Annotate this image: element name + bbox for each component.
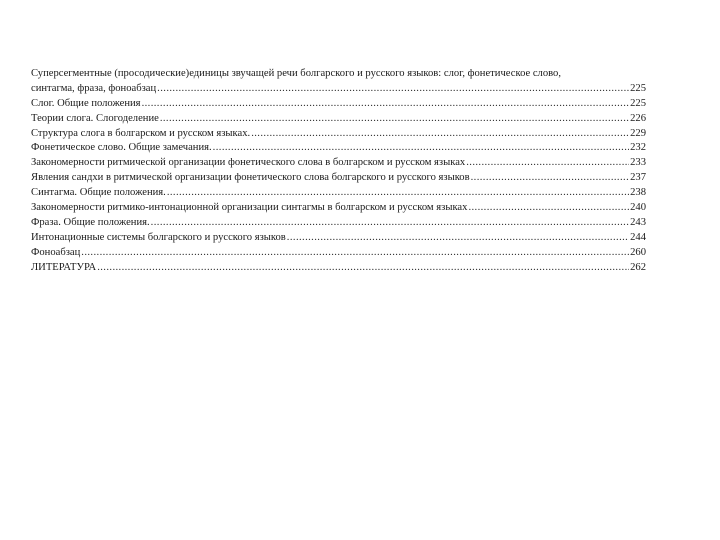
toc-entry-title: Явления сандхи в ритмической организации фонетического слова болгарского и русского языков bbox=[31, 172, 470, 184]
toc-entry bbox=[31, 231, 646, 246]
toc-entry bbox=[31, 186, 646, 201]
toc-section-heading: Суперсегментные (просодические)единицы звучащей речи болгарского и русского языков: слог, фонетическое слово, bbox=[31, 68, 562, 79]
toc-entry bbox=[31, 127, 646, 142]
toc-entry bbox=[31, 141, 646, 156]
toc-leader-dots bbox=[213, 141, 629, 156]
toc-entry-page: 260 bbox=[630, 246, 646, 258]
toc-leader-dots bbox=[167, 186, 629, 201]
toc-entry bbox=[31, 171, 646, 186]
toc-entry-page: 229 bbox=[630, 127, 646, 139]
toc-entry-title: Закономерности ритмической организации фонетического слова в болгарском и русском языках bbox=[31, 157, 466, 169]
toc-leader-dots bbox=[142, 97, 630, 112]
toc-entry-page: 226 bbox=[630, 112, 646, 124]
toc-entry-title: Фраза. Общие положения. bbox=[31, 216, 150, 228]
toc-entry-page: 233 bbox=[630, 157, 646, 169]
toc-leader-dots bbox=[287, 231, 629, 246]
toc-entry-title: Интонационные системы болгарского и русского языков bbox=[31, 231, 286, 243]
toc-leader-dots bbox=[81, 246, 629, 261]
toc-entry-title: Фоноабзац bbox=[31, 246, 81, 258]
toc-entry-title: Теории слога. Слогоделение bbox=[31, 112, 159, 124]
toc-leader-dots bbox=[160, 112, 629, 127]
toc-entry-page: 243 bbox=[630, 216, 646, 228]
toc-entry-title: Слог. Общие положения bbox=[31, 97, 141, 109]
table-of-contents bbox=[31, 67, 646, 275]
toc-entry-page: 225 bbox=[630, 82, 646, 94]
toc-entry-page: 225 bbox=[630, 97, 646, 109]
toc-leader-dots bbox=[251, 127, 629, 142]
toc-leader-dots bbox=[471, 171, 630, 186]
toc-entry-page: 262 bbox=[630, 261, 646, 273]
toc-entry bbox=[31, 201, 646, 216]
toc-entry-page: 240 bbox=[630, 202, 646, 214]
toc-entry bbox=[31, 97, 646, 112]
toc-entry bbox=[31, 261, 646, 276]
toc-entry-title: Фонетическое слово. Общие замечания. bbox=[31, 142, 212, 154]
toc-entry bbox=[31, 156, 646, 171]
toc-entry-title: Синтагма. Общие положения. bbox=[31, 187, 166, 199]
toc-entry-title: ЛИТЕРАТУРА bbox=[31, 261, 97, 273]
toc-leader-dots bbox=[157, 82, 629, 97]
toc-leader-dots bbox=[468, 201, 629, 216]
toc-leader-dots bbox=[151, 216, 629, 231]
toc-entry bbox=[31, 216, 646, 231]
toc-entry bbox=[31, 112, 646, 127]
toc-entry bbox=[31, 246, 646, 261]
toc-leader-dots bbox=[97, 261, 629, 276]
toc-entry-title: Закономерности ритмико-интонационной организации синтагмы в болгарском и русском языках bbox=[31, 202, 468, 214]
toc-leader-dots bbox=[466, 156, 629, 171]
toc-entry-title: Структура слога в болгарском и русском языках. bbox=[31, 127, 251, 139]
toc-entry-title: синтагма, фраза, фоноабзац bbox=[31, 82, 157, 94]
toc-entry bbox=[31, 82, 646, 97]
toc-entry-page: 244 bbox=[630, 231, 646, 243]
toc-entry-page: 237 bbox=[630, 172, 646, 184]
toc-entry-page: 232 bbox=[630, 142, 646, 154]
toc-entry-page: 238 bbox=[630, 187, 646, 199]
